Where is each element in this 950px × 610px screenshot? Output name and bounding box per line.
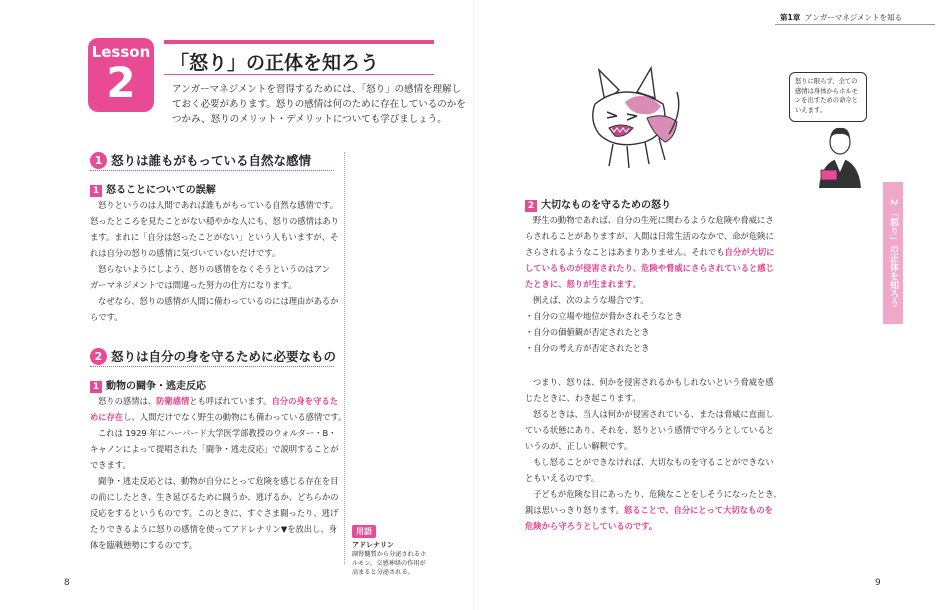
lesson-intro xyxy=(172,82,466,127)
header-rule xyxy=(775,24,935,25)
body-line: らです。 xyxy=(90,312,123,322)
subsection-title: 大切なものを守るための怒り xyxy=(541,200,671,211)
body-line: できます。 xyxy=(90,460,131,470)
glossary-term: アドレナリン xyxy=(352,541,394,549)
lesson-badge xyxy=(88,38,154,112)
glossary-definition xyxy=(352,550,437,577)
section-2-body xyxy=(90,393,347,553)
highlight-line: しているものが侵害されたり、危険や脅威にさらされていると感じ xyxy=(525,263,774,273)
example-item: ・自分の立場や地位が脅かされそうなとき xyxy=(525,311,683,321)
right-page xyxy=(475,0,950,610)
page-number: 9 xyxy=(875,578,881,588)
subsection-heading xyxy=(525,196,671,212)
body-line: 子どもが危険な目にあったり、危険なことをしそうになったとき、 xyxy=(533,489,782,499)
highlight-line: 危険から守ろうとしているのです。 xyxy=(525,521,658,531)
body-text: 怒りの感情は、 xyxy=(98,396,157,406)
section-title: 怒りは誰もがもっている自然な感情 xyxy=(111,153,312,168)
body-line: 闘争・逃走反応とは、動物が自分にとって危険を感じる存在を目 xyxy=(98,476,339,486)
lesson-title: 「怒り」の正体を知ろう xyxy=(170,52,380,74)
lesson-number: 2 xyxy=(106,58,136,107)
instructor-illustration xyxy=(815,118,865,188)
intro-line: アンガーマネジメントを習得するためには、「怒り」の感情を理解し xyxy=(172,84,462,95)
body-line xyxy=(525,276,785,292)
definition-line: ルモン。交感神経の作用が xyxy=(352,560,426,567)
body-line xyxy=(90,409,347,425)
body-line: もし怒ることができなければ、大切なものを守ることができない xyxy=(533,457,774,467)
section-1-heading xyxy=(90,152,334,171)
right-body-2 xyxy=(525,374,785,534)
bubble-line: ンを出すための命令と xyxy=(795,97,858,104)
body-text: さらされるようなことはあまりありません。それでも xyxy=(525,247,725,257)
example-item: ・自分の価値観が否定されたとき xyxy=(525,327,650,337)
definition-line: 高まると分泌される。 xyxy=(352,569,414,576)
body-line: 怒ったところを見たことがない穏やかな人にも、怒りの感情はあり xyxy=(90,216,339,226)
intro-line: ておく必要があります。怒りの感情は何のために存在しているのかを xyxy=(172,99,466,110)
angry-cat-illustration xyxy=(585,62,685,172)
body-line: 体を臨戦態勢にするのです。 xyxy=(90,540,198,550)
section-number: 1 xyxy=(90,152,107,169)
highlight-text: たときに、怒りが生まれます xyxy=(525,279,633,289)
body-line: 反応をするというものです。このときに、すぐさま闘ったり、逃げ xyxy=(90,508,339,518)
definition-line: 副腎髄質から分泌されるホ xyxy=(352,551,427,558)
body-text: 親は思いっきり怒ります。 xyxy=(525,505,624,515)
body-line: じたときに、わき起こります。 xyxy=(525,393,641,403)
section-number: 2 xyxy=(90,348,107,365)
speech-bubble xyxy=(789,72,867,122)
chapter-side-tab: 2 「怒り」の正体を知ろう xyxy=(883,182,903,324)
body-line: たりできるように怒りの感情を使ってアドレナリン▼を放出し、身 xyxy=(90,524,337,534)
highlight-text: 怒ることで、自分にとって大切なものを xyxy=(623,505,773,515)
title-rule-top xyxy=(164,40,434,44)
body-text: とも呼ばれています。 xyxy=(189,396,272,406)
highlight-text: 自分が大切に xyxy=(724,247,775,257)
subsection-heading xyxy=(90,377,206,393)
body-line: ガーマネジメントでは間違った努力の仕方になります。 xyxy=(90,280,297,290)
highlight-text: めに存在 xyxy=(90,412,124,422)
body-line: 怒らないようにしよう、怒りの感情をなくそうというのはアン xyxy=(98,264,330,274)
body-line xyxy=(525,244,785,260)
body-line: らされることがありますが、人間は日常生活のなかで、命が危険に xyxy=(525,231,774,241)
subsection-number: 1 xyxy=(90,185,102,197)
subsection-number: 1 xyxy=(90,381,102,393)
section-title: 怒りは自分の身を守るために必要なもの xyxy=(111,349,337,364)
body-line: 怒りというのは人間であれば誰もがもっている自然な感情です。 xyxy=(98,200,338,210)
body-text: 。 xyxy=(632,279,642,289)
right-body-1 xyxy=(525,212,785,356)
body-line: ます。まれに「自分は怒ったことがない」という人もいますが、そ xyxy=(90,232,339,242)
body-line: ともいえるのです。 xyxy=(525,473,600,483)
body-line: なぜなら、怒りの感情が人間に備わっているのには理由があるか xyxy=(98,296,339,306)
highlight-text: 防衛感情 xyxy=(156,396,190,406)
highlight-text: 自分の身を守るた xyxy=(271,396,338,406)
subsection-number: 2 xyxy=(525,200,537,212)
body-line: キャノンによって提唱された「闘争・逃走反応」で説明することが xyxy=(90,444,339,454)
body-line xyxy=(525,502,785,518)
bubble-line: 怒りに限らず、全ての xyxy=(795,78,858,85)
chapter-title: アンガーマネジメントを知る xyxy=(805,13,902,22)
title-rule xyxy=(164,74,434,75)
body-line: つまり、怒りは、何かを侵害されるかもしれないという脅威を感 xyxy=(533,377,774,387)
subsection-heading xyxy=(90,181,216,197)
body-line: 怒るときは、当人は何かが侵害されている、または脅威に直面し xyxy=(533,409,774,419)
bubble-line: 感情は身体からホルモ xyxy=(795,87,858,95)
body-line: 例えば、次のような場合です。 xyxy=(533,295,649,305)
body-line: の前にしたとき、生き延びるために闘うか、逃げるか、どちらかの xyxy=(90,492,339,502)
body-line: れは自分の怒りの感情に気づいていないだけです。 xyxy=(90,248,281,258)
body-line: ている状態にあり、それを、怒りという感情で守ろうとしていると xyxy=(525,425,774,435)
subsection-title: 怒ることについての誤解 xyxy=(106,185,216,196)
running-header xyxy=(780,12,902,23)
example-item: ・自分の考え方が否定されたとき xyxy=(525,343,650,353)
section-1-body xyxy=(90,197,342,325)
section-2-heading xyxy=(90,348,337,367)
body-line: いうのが、正しい解釈です。 xyxy=(525,441,633,451)
column-divider xyxy=(344,152,345,564)
subsection-title: 動物の闘争・逃走反応 xyxy=(106,381,206,392)
glossary-box xyxy=(352,519,437,577)
intro-line: つかみ、怒りのメリット・デメリットについても学びましょう。 xyxy=(172,114,447,125)
lesson-label: Lesson xyxy=(91,43,151,61)
body-line: 野生の動物であれば、自分の生死に関わるような危険や脅威にさ xyxy=(533,215,774,225)
body-line xyxy=(90,393,342,409)
page-number: 8 xyxy=(64,578,70,588)
bubble-line: いえます。 xyxy=(795,106,826,114)
body-text: し、人間だけでなく野生の動物にも備わっている感情です。 xyxy=(123,412,347,422)
chapter-label: 第1章 xyxy=(780,13,801,22)
glossary-tag: 用語 xyxy=(352,525,376,538)
body-line: これは 1929 年にハーバード大学医学部教授のウォルター・B・ xyxy=(98,428,337,438)
